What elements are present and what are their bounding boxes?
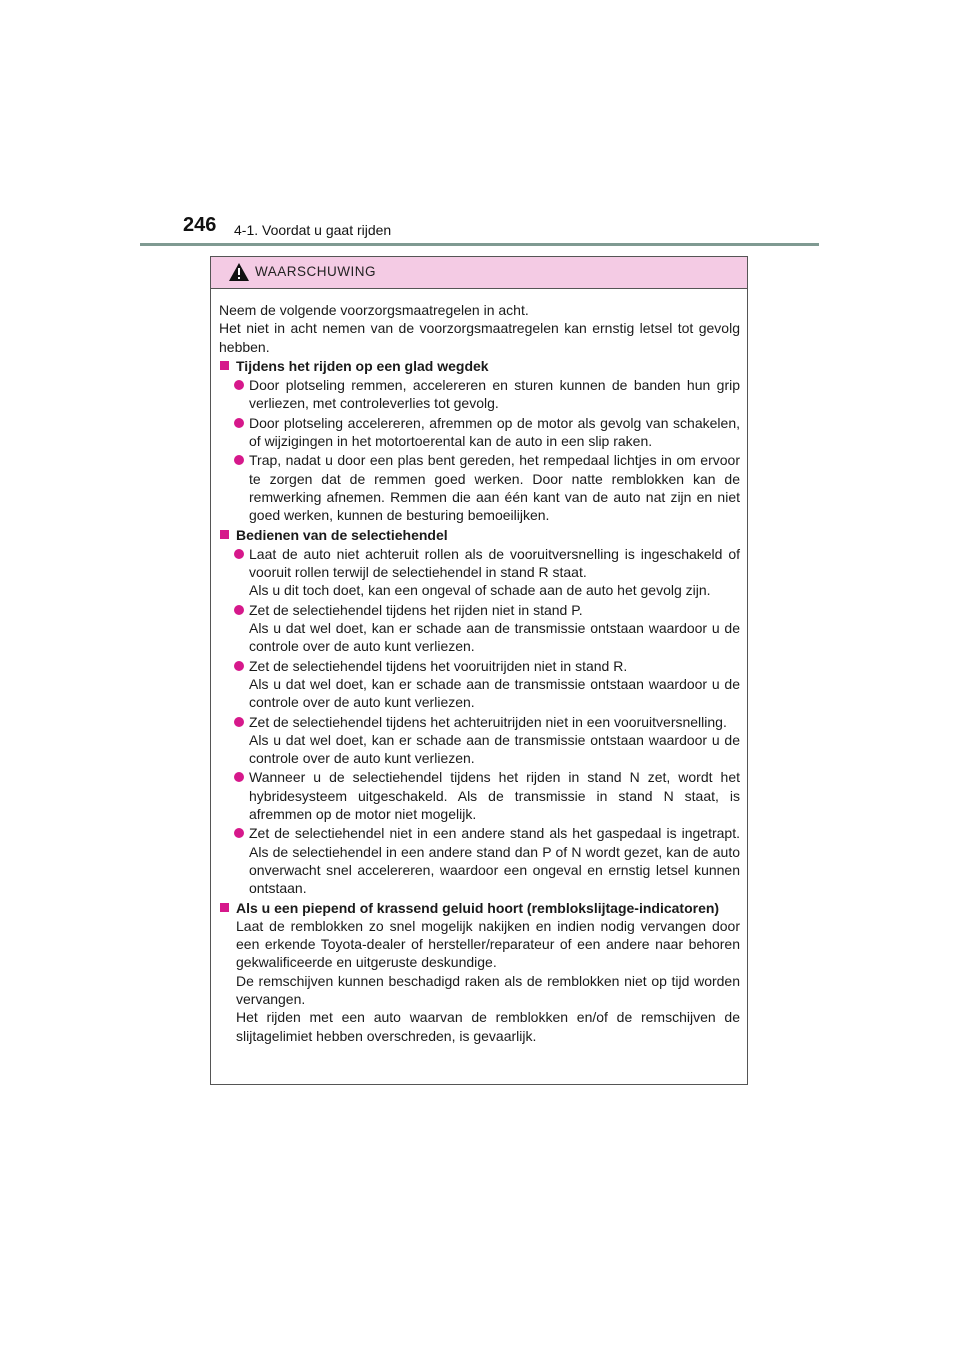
- list-item: Door plotseling remmen, accelereren en sturen kunnen de banden hun grip verliezen, met controleverlies tot gevolg.: [219, 376, 740, 413]
- bullet-list: [219, 545, 740, 898]
- list-item: Trap, nadat u door een plas bent gereden, het rempedaal lichtjes in om ervoor te zorgen dat de remmen goed werken. Door natte remblokken kan de remwerking afnemen. Remmen die aan één kant van de auto nat zijn en niet goed werken, kunnen de besturing bemoeilijken.: [219, 451, 740, 524]
- dot-bullet-icon: [234, 717, 244, 727]
- page-number: 246: [183, 214, 217, 236]
- square-bullet-icon: [220, 361, 229, 370]
- dot-bullet-icon: [234, 418, 244, 428]
- dot-bullet-icon: [234, 605, 244, 615]
- intro-line: Neem de volgende voorzorgsmaatregelen in acht.: [219, 302, 529, 318]
- dot-bullet-icon: [234, 380, 244, 390]
- list-item: Zet de selectiehendel niet in een andere stand als het gaspedaal is ingetrapt. Als de selectiehendel in een andere stand dan P of N wordt gezet, kan de auto onverwacht snel accelereren, waardoor een ongeval en ernstig letsel kunnen ontstaan.: [219, 824, 740, 897]
- header-rule: [140, 243, 819, 246]
- dot-bullet-icon: [234, 661, 244, 671]
- dot-bullet-icon: [234, 772, 244, 782]
- section-title: 4-1. Voordat u gaat rijden: [234, 222, 392, 238]
- intro-line: Het niet in acht nemen van de voorzorgsmaatregelen kan ernstig letsel tot gevolg hebben.: [219, 320, 740, 355]
- list-item: Wanneer u de selectiehendel tijdens het rijden in stand N zet, wordt het hybridesysteem uitgeschakeld. Als de transmissie in stand N staat, is afremmen op de motor niet mogelijk.: [219, 768, 740, 823]
- list-item: Zet de selectiehendel tijdens het vooruitrijden niet in stand R. Als u dat wel doet, kan er schade aan de transmissie ontstaan waardoor u de controle over de auto kunt verliezen.: [219, 657, 740, 712]
- paragraph: Het rijden met een auto waarvan de remblokken en/of de remschijven de slijtagelimiet hebben overschreden, is gevaarlijk.: [236, 1009, 740, 1044]
- warning-header: [211, 257, 747, 289]
- warning-body: [211, 289, 747, 1045]
- section-heading-brake-noise: Als u een piepend of krassend geluid hoort (remblokslijtage-indicatoren): [219, 899, 740, 917]
- dot-bullet-icon: [234, 549, 244, 559]
- warning-intro: [219, 301, 740, 356]
- list-item: Door plotseling accelereren, afremmen op de motor als gevolg van schakelen, of wijzigingen in het motortoerental kan de auto in een slip raken.: [219, 414, 740, 451]
- section-heading-shift-lever: Bedienen van de selectiehendel: [219, 526, 740, 544]
- warning-title: WAARSCHUWING: [255, 264, 376, 279]
- list-item: Zet de selectiehendel tijdens het achteruitrijden niet in een vooruitversnelling. Als u dat wel doet, kan er schade aan de transmissie ontstaan waardoor u de controle over de auto kunt verliezen.: [219, 713, 740, 768]
- dot-bullet-icon: [234, 828, 244, 838]
- square-bullet-icon: [220, 530, 229, 539]
- paragraph: Laat de remblokken zo snel mogelijk nakijken en indien nodig vervangen door een erkende Toyota-dealer of hersteller/reparateur of een andere naar behoren gekwalificeerde en uitgeruste deskundige.: [236, 917, 740, 971]
- section-heading-slippery-road: Tijdens het rijden op een glad wegdek: [219, 357, 740, 375]
- warning-box: [210, 256, 748, 1085]
- warning-triangle-icon: [228, 262, 250, 282]
- bullet-list: [219, 376, 740, 524]
- paragraph: De remschijven kunnen beschadigd raken als de remblokken niet op tijd worden vervangen.: [236, 972, 740, 1007]
- list-item: Zet de selectiehendel tijdens het rijden niet in stand P. Als u dat wel doet, kan er schade aan de transmissie ontstaan waardoor u de controle over de auto kunt verliezen.: [219, 601, 740, 656]
- square-bullet-icon: [220, 903, 229, 912]
- dot-bullet-icon: [234, 455, 244, 465]
- list-item: Laat de auto niet achteruit rollen als de vooruitversnelling is ingeschakeld of vooruit rollen terwijl de selectiehendel in stand R staat. Als u dit toch doet, kan een ongeval of schade aan de auto het gevolg zijn.: [219, 545, 740, 600]
- section-text: [219, 917, 740, 1045]
